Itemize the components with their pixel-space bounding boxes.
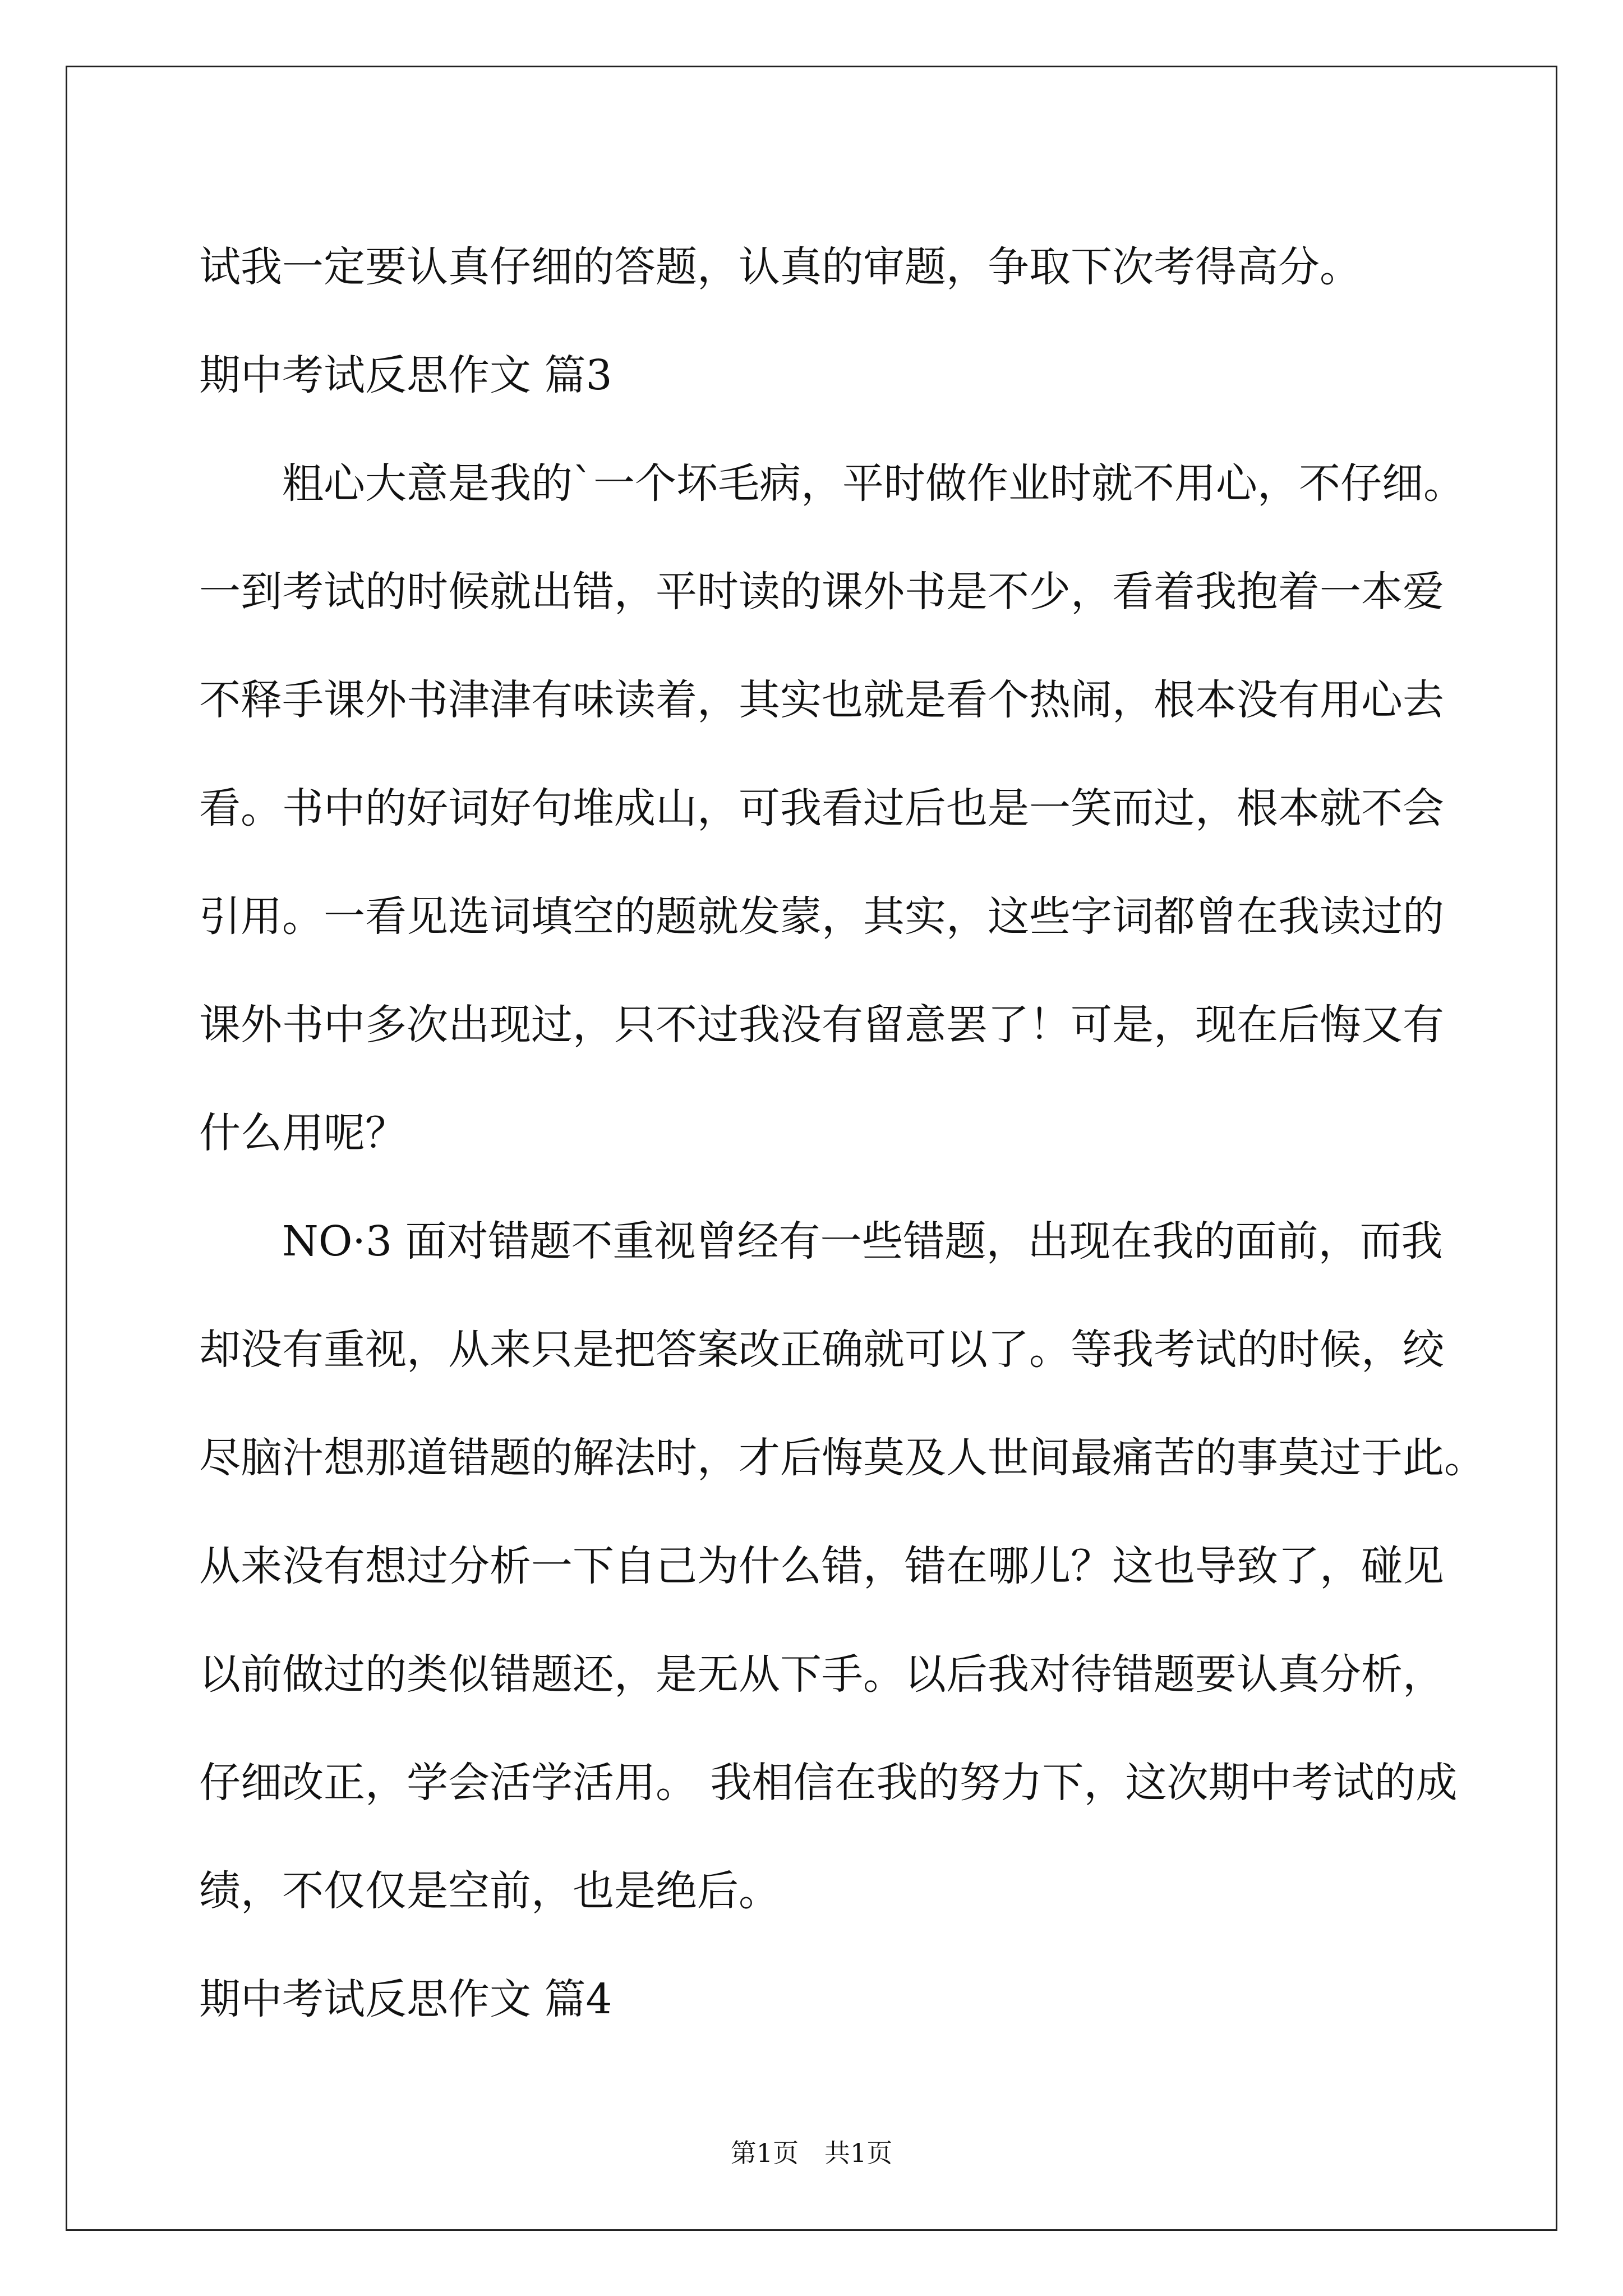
paragraph-line: 看。书中的好词好句堆成山，可我看过后也是一笑而过，根本就不会 [199,784,1444,832]
paragraph-line: 从来没有想过分析一下自己为什么错，错在哪儿？这也导致了，碰见 [199,1542,1444,1590]
paragraph-line: 不释手课外书津津有味读着，其实也就是看个热闹，根本没有用心去 [199,676,1444,724]
paragraph-line: 一到考试的时候就出错，平时读的课外书是不少，看着我抱着一本爱 [199,568,1444,616]
paragraph-line: 以前做过的类似错题还，是无从下手。以后我对待错题要认真分析， [199,1650,1444,1699]
paragraph-line: 仔细改正，学会活学活用。 我相信在我的努力下，这次期中考试的成 [199,1759,1458,1807]
paragraph-line: 课外书中多次出现过，只不过我没有留意罢了！可是，现在后悔又有 [199,1001,1444,1049]
paragraph-line: NO·3 面对错题不重视曾经有一些错题，出现在我的面前，而我 [282,1217,1443,1266]
paragraph-line: 什么用呢？ [199,1109,407,1157]
paragraph-line: 绩，不仅仅是空前，也是绝后。 [199,1867,780,1915]
paragraph-line: 引用。一看见选词填空的题就发蒙，其实，这些字词都曾在我读过的 [199,892,1444,941]
paragraph-line: 试我一定要认真仔细的答题，认真的审题，争取下次考得高分。 [199,243,1361,291]
document-body [199,213,1486,2054]
section-heading: 期中考试反思作文 篇3 [199,351,612,399]
paragraph-line: 却没有重视，从来只是把答案改正确就可以了。等我考试的时候，绞 [199,1326,1444,1374]
paragraph-line: 尽脑汁想那道错题的解法时，才后悔莫及人世间最痛苦的事莫过于此。 [199,1434,1486,1482]
page-footer: 第1页 共1页 [730,2138,893,2168]
section-heading: 期中考试反思作文 篇4 [199,1975,612,2023]
paragraph-line: 粗心大意是我的`一个坏毛病，平时做作业时就不用心，不仔细。 [282,459,1465,508]
